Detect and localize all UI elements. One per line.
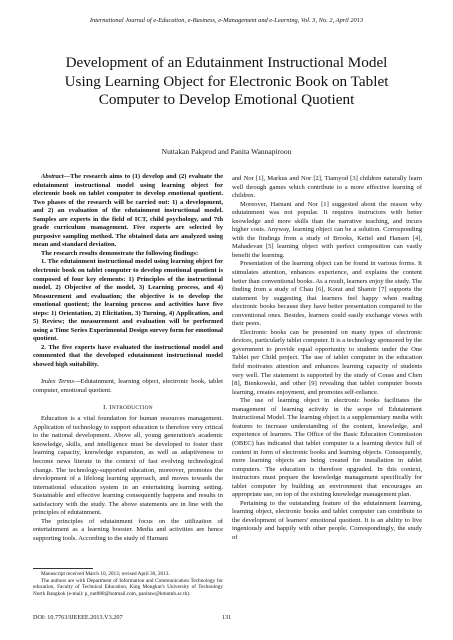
abstract-findings-intro: The research results demonstrate the following findings: [41, 249, 199, 257]
abstract-label: Abstract [41, 173, 64, 180]
title-line-3: Computer to Develop Emotional Quotient [98, 91, 355, 108]
page-number: 131 [221, 614, 232, 621]
footnote-received: Manuscript received March 10, 2013; revised April 30, 2013. [41, 571, 170, 577]
title-line-1: Development of an Edutainment Instructional Model [65, 54, 388, 71]
body-paragraph-4: Electronic books can be presented on many types of electronic devices, particularly tablet computer. It is a technology sponsored by the government to provide equal opportunity to students under the One Tablet per Child project. The use of tablet computer in the education field motivates attention and enhances learning capacity of students very well. The statement is supported by the study of Couse and Chen [8], Bienkowski, and other [9] revealing that tablet computer boosts learning, creates enjoyment, and promotes self-reliance. [232, 328, 422, 396]
intro-paragraph-1: Education is a vital foundation for human resources management. Application of technology to support education is therefore very critical to the national development. Above all, young generation's academic knowledge, skills, and intelligence must be developed to foster their learning capacity, knowledge expansion, as well as adaptiveness to become news literate in the context of fast evolving technological change. The technology-supported education, moreover, promotes the development of a lifelong learning approach, and moves towards the international education system in an entertaining learning setting. Sustainable and effective learning consequently happens and results in satisfactory with the study. The above statements are in line with the principles of edutainment. [33, 415, 223, 517]
journal-header: International Journal of e-Education, e-Business, e-Management and e-Learning, Vol. 3, No. 2, April 2013 [89, 17, 364, 24]
section-first-letter: I [109, 403, 112, 411]
body-paragraph-1: and Nor [1], Markus and Nor [2], Tiamyod [3] children naturally learn well through games which contribute to a more effective learning of children. [232, 175, 422, 200]
section-numeral: I. [103, 403, 108, 411]
left-column [33, 173, 223, 543]
footnote-rule [33, 568, 93, 569]
body-paragraph-5: The use of learning object in electronic books facilitates the management of learning activity in the scope of Edutainment Instructional Model. The learning object is a supplementary media with features to increase understanding of the content, knowledge, and experience of learners. The Office of the Basic Education Commission (OBEC) has indicated that tablet computer is a learning device full of content in form of electronic books and learning objects. Consequently, more learning objects are being created for installation in tablet computers. The education is therefore upgraded. In this context, instructors must prepare the knowledge management specifically for tablet computer by building an environment that encourages an appropriate use, on top of the existing knowledge management plan. [232, 397, 422, 499]
index-terms [33, 378, 223, 395]
section-heading-introduction [33, 404, 223, 413]
section-title-rest: NTRODUCTION [111, 404, 153, 411]
abstract-finding-1: 1. The edutainment instructional model using learning object for electronic book on tablet computer to develop emotional quotient is composed of four key elements: 1) Principles of the instructional model, 2) Objective of the model, 3) Learning process, and 4) Measurement and evaluation; the objective is to develop the emotional quotient; the learning process and activities have five steps: 1) Orientation, 2) Elicitation, 3) Turning, 4) Application, and 5) Review; the measurement and evaluation will be performed using a Time Series Experimental Design survey form for emotional quotient. [33, 258, 223, 343]
intro-paragraph-2: The principles of edutainment focus on the utilization of entertainment as a learning booster. Media and activities are hence supporting tools. According to the study of Harnani [33, 517, 223, 542]
right-column [232, 175, 422, 543]
index-terms-label: Index Terms [41, 378, 74, 386]
abstract-text: —The research aims to (1) develop and (2) evaluate the edutainment instructional model using learning object for electronic book on tablet computer to develop emotional quotient. Two phases of the research will be carried out: 1) a development, and 2) an evaluation of the edutainment instructional model. Samples are experts in the field of ICT, child psychology, and 7th grade curriculum management. Five experts are selected by purposive sampling method. The obtained data are analyzed using mean and standard deviation. [33, 173, 223, 249]
footnote-affiliation: The authors are with Department of Information and Communication Technology for education, Faculty of Technical Education, King Mongkut's University of Technology North Bangkok (e-mail: p_nut888@hotmail.com, panitaw@kmutnb.ac.th). [33, 577, 223, 597]
author-list: Nuttakan Pakprod and Panita Wannapiroon [161, 147, 292, 156]
paper-title [40, 54, 413, 110]
body-paragraph-3: Presentation of the learning object can be found in various forms. It stimulates attention, enhances experience, and explains the content better than conventional books. As a result, learners enjoy the study. The finding from a study of Chau [6], Korat and Shamir [7] supports the statement by suggesting that learners feel happy when reading electronic books because they have better presentation compared to the conventional ones. Besides, learners could easily exchange views with their peers. [232, 260, 422, 328]
title-line-2: Using Learning Object for Electronic Book on Tablet [64, 72, 389, 90]
abstract-finding-2: 2. The five experts have evaluated the instructional model and commented that the developed edutainment instructional model showed high suitability. [33, 343, 223, 369]
footnote [33, 568, 223, 597]
abstract-paragraph [33, 173, 223, 250]
index-terms-text: —Edutainment, learning object, electronic book, tablet computer, emotional quotient. [33, 378, 224, 394]
body-paragraph-2: Moreover, Harnani and Nor [1] suggested about the reason why edutainment was not popular. It requires instructors with better knowledge and more skills than the narrative teaching, and incurs higher costs. Anyway, learning object can be a solution. Corresponding with the findings from a study of Brooks, Kettel and Hansen [4], Mahadevan [5] learning object with perfect composition can vastly benefit the learning. [232, 200, 422, 259]
body-paragraph-6: Pertaining to the outstanding feature of the edutainment learning, learning object, electronic books and tablet computer can contribute to the development of learners' emotional quotient. It is an ability to live ingeniously and happily with other people. Correspondingly, the study of [232, 499, 422, 541]
doi-text: DOI: 10.7763/IJEEEE.2013.V3.207 [33, 614, 123, 621]
